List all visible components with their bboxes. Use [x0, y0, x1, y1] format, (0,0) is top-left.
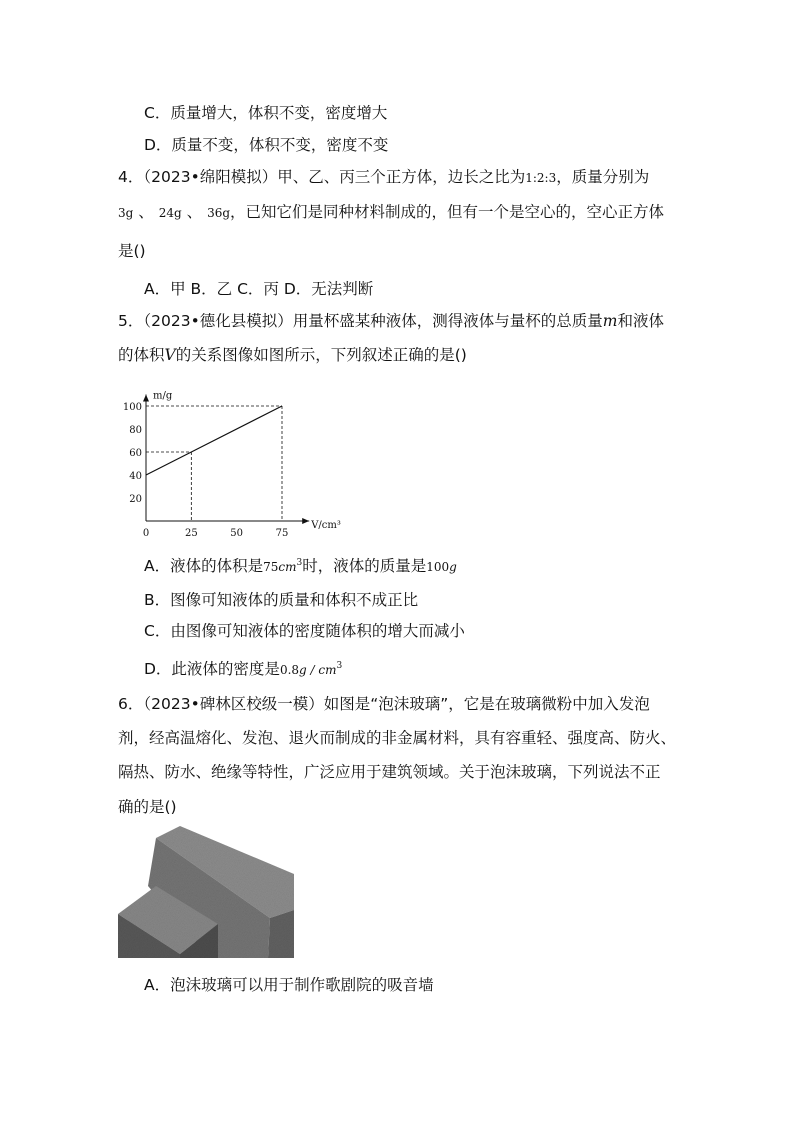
q5-stem-line2: [118, 344, 467, 366]
q3-option-c: C．质量增大，体积不变，密度增大: [144, 104, 388, 122]
q4-source: （2023•绵阳模拟）: [143, 168, 278, 186]
y-axis-label: m/g: [153, 390, 173, 402]
q6-stem-line2: 剂，经高温熔化、发泡、退火而制成的非金属材料，具有容重轻、强度高、防火、: [118, 729, 677, 747]
q5-v-symbol: V: [164, 346, 176, 364]
x-tick-label: 0: [142, 528, 150, 538]
y-tick-label: 100: [122, 402, 142, 413]
q5-option-a-unit: cm: [278, 560, 297, 575]
q5-stem-text-b: 和液体: [617, 312, 664, 330]
q5-m-symbol: m: [602, 312, 618, 330]
q4-stem-line2: [118, 201, 664, 224]
q4-mass-1: 3g: [118, 206, 134, 220]
q5-option-d: D．此液体的密度是$0.8g / cm^3$: [144, 660, 343, 679]
q5-stem-line1: [118, 310, 664, 332]
q5-option-a: A．液体的体积是$75cm^3$时，液体的质量是100g: [144, 557, 457, 576]
q5-option-c: C．由图像可知液体的密度随体积的增大而减小: [144, 622, 465, 640]
q6-number: 6．: [118, 695, 144, 713]
q6-stem-text: 如图是“泡沫玻璃”，它是在玻璃微粉中加入发泡: [323, 695, 650, 713]
q4-stem-line3: 是(): [118, 242, 146, 260]
q4-ratio: 1:2:3: [525, 171, 557, 185]
y-axis-arrow: [143, 395, 149, 402]
x-tick-label: 25: [184, 528, 198, 538]
q4-sep-2: 、: [186, 203, 203, 221]
q3-option-d: D．质量不变，体积不变，密度不变: [144, 136, 389, 154]
q5-option-a-volume: 75: [263, 560, 279, 575]
y-tick-label: 20: [129, 494, 142, 505]
q4-stem-text: 甲、乙、丙三个正方体，边长之比为: [277, 168, 526, 186]
q5-option-a-g: g: [449, 560, 457, 575]
q5-option-d-unit: g / cm: [299, 663, 337, 678]
x-axis-label: V/cm³: [311, 520, 341, 531]
y-tick-label: 80: [129, 425, 142, 436]
q5-option-a-text-b: 时，液体的质量是: [302, 557, 427, 576]
q5-stem-text: 用量杯盛某种液体，测得液体与量杯的总质量: [292, 312, 603, 330]
q5-option-d-text: D．此液体的密度是: [144, 660, 280, 679]
q5-stem-text-d: 的关系图像如图所示，下列叙述正确的是(): [175, 346, 467, 364]
q6-source: （2023•碑林区校级一模）: [143, 695, 324, 713]
x-tick-label: 50: [230, 528, 244, 538]
q4-number: 4．: [118, 168, 144, 186]
q5-source: （2023•德化县模拟）: [143, 312, 293, 330]
q4-sep-1: 、: [138, 203, 154, 221]
y-tick-label: 40: [129, 471, 142, 482]
foam-glass-bricks-photo: [118, 826, 294, 958]
q5-number: 5．: [118, 312, 144, 330]
q6-option-a: A．泡沫玻璃可以用于制作歌剧院的吸音墙: [144, 976, 434, 994]
q5-option-d-value: 0.8: [279, 663, 300, 678]
q6-stem-line1: [118, 693, 650, 715]
q4-stem-text-b: ，质量分别为: [556, 168, 650, 186]
q4-stem-line1: [118, 166, 649, 189]
q4-mass-2: 24g: [158, 206, 182, 220]
y-tick-label: 60: [129, 448, 142, 459]
q5-stem-text-c: 的体积: [118, 346, 165, 364]
q4-options: A．甲 B．乙 C．丙 D．无法判断: [144, 280, 374, 298]
data-line: [146, 406, 282, 475]
q6-stem-line4: 确的是(): [118, 798, 177, 816]
x-tick-label: 75: [275, 528, 289, 538]
q5-option-a-mass: 100: [426, 560, 450, 575]
q4-mass-3: 36g: [207, 206, 231, 220]
q6-stem-line3: 隔热、防水、绝缘等特性，广泛应用于建筑领域。关于泡沫玻璃，下列说法不正: [118, 763, 661, 781]
q5-option-a-text: A．液体的体积是: [144, 557, 264, 576]
q5-option-b: B．图像可知液体的质量和体积不成正比: [144, 591, 419, 609]
q4-stem-text-c: ，已知它们是同种材料制成的，但有一个是空心的，空心正方体: [230, 203, 665, 221]
mass-volume-chart: [112, 378, 372, 538]
x-axis-arrow: [302, 518, 309, 524]
